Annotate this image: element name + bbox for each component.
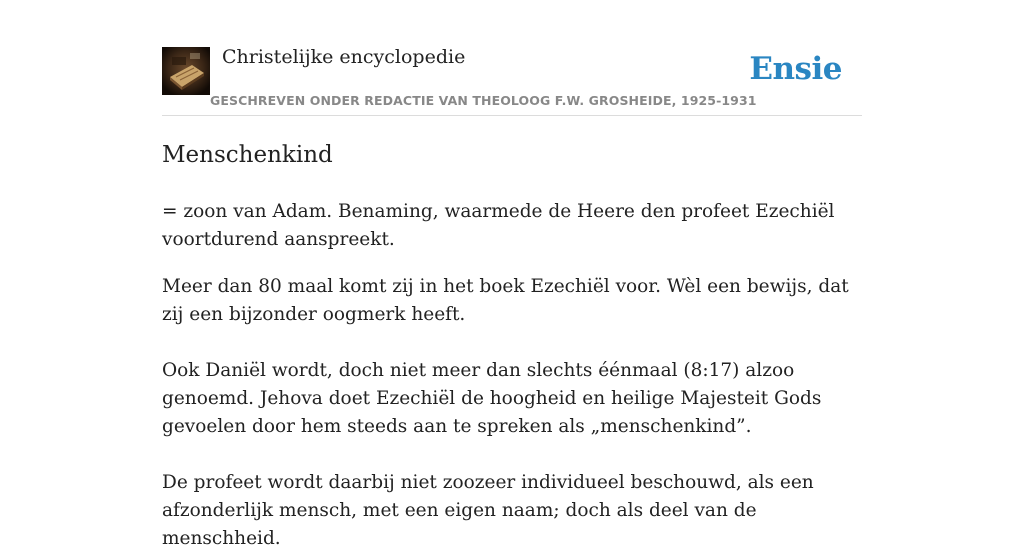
article-content bbox=[162, 138, 862, 553]
line-break bbox=[162, 329, 862, 357]
brand-logo[interactable]: Ensie bbox=[749, 51, 842, 87]
site-avatar-icon[interactable] bbox=[162, 47, 210, 95]
book-photo-icon bbox=[162, 47, 210, 95]
entry-title: Menschenkind bbox=[162, 142, 333, 168]
body-block: Meer dan 80 maal komt zij in het boek Ezechiël voor. Wèl een bewijs, dat zij een bijzonder oogmerk heeft. bbox=[162, 276, 849, 325]
site-title[interactable]: Christelijke encyclopedie bbox=[222, 46, 466, 68]
article-paragraph: = zoon van Adam. Benaming, waarmede de Heere den profeet Ezechiël voortdurend aanspreekt. bbox=[162, 201, 835, 250]
body-block: De profeet wordt daarbij niet zoozeer individueel beschouwd, als een afzonderlijk mensch, met een eigen naam; doch als deel van de menschheid. bbox=[162, 472, 814, 549]
site-subtitle: GESCHREVEN ONDER REDACTIE VAN THEOLOOG F.W. GROSHEIDE, 1925-1931 bbox=[210, 93, 757, 108]
article-body bbox=[162, 273, 862, 553]
site-header bbox=[162, 46, 862, 116]
line-break bbox=[162, 441, 862, 469]
body-block: Ook Daniël wordt, doch niet meer dan slechts éénmaal (8:17) alzoo genoemd. Jehova doet Ezechiël de hoogheid en heilige Majesteit Gods gevoelen door hem steeds aan te spreken als „menschenkind”. bbox=[162, 360, 822, 437]
